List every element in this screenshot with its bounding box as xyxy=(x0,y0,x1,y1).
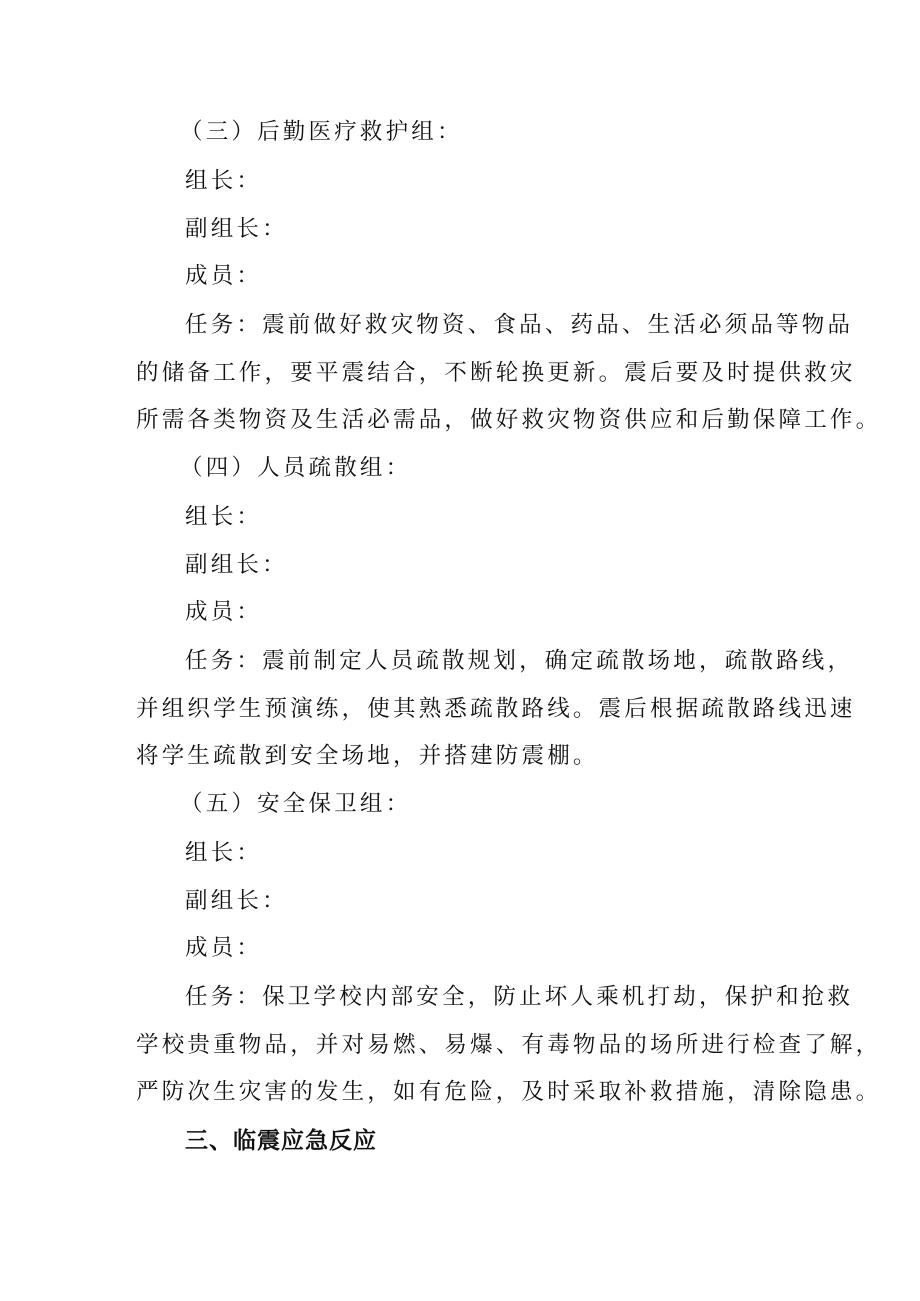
section-title-logistics-medical: （三）后勤医疗救护组： xyxy=(180,119,463,145)
task-line: 任务：震前做好救灾物资、食品、药品、生活必须品等物品 xyxy=(185,312,854,338)
members-label: 成员： xyxy=(185,263,263,289)
task-line: 任务：震前制定人员疏散规划，确定疏散场地，疏散路线， xyxy=(185,648,854,674)
task-line: 学校贵重物品，并对易燃、易爆、有毒物品的场所进行检查了解， xyxy=(136,1032,882,1058)
task-line: 所需各类物资及生活必需品，做好救灾物资供应和后勤保障工作。 xyxy=(136,407,882,433)
leader-label: 组长： xyxy=(185,168,263,194)
task-line: 并组织学生预演练，使其熟悉疏散路线。震后根据疏散路线迅速 xyxy=(136,696,856,722)
task-line: 的储备工作，要平震结合，不断轮换更新。震后要及时提供救灾 xyxy=(136,360,856,386)
members-label: 成员： xyxy=(185,599,263,625)
leader-label: 组长： xyxy=(185,840,263,866)
deputy-leader-label: 副组长： xyxy=(185,552,288,578)
section-heading-emergency-response: 三、临震应急反应 xyxy=(185,1128,377,1154)
task-line: 任务：保卫学校内部安全，防止坏人乘机打劫，保护和抢救 xyxy=(185,984,854,1010)
section-title-evacuation: （四）人员疏散组： xyxy=(180,455,412,481)
deputy-leader-label: 副组长： xyxy=(185,888,288,914)
deputy-leader-label: 副组长： xyxy=(185,216,288,242)
task-line: 严防次生灾害的发生，如有危险，及时采取补救措施，清除隐患。 xyxy=(136,1079,882,1105)
members-label: 成员： xyxy=(185,935,263,961)
task-line: 将学生疏散到安全场地，并搭建防震棚。 xyxy=(136,743,599,769)
leader-label: 组长： xyxy=(185,504,263,530)
section-title-security: （五）安全保卫组： xyxy=(180,791,412,817)
